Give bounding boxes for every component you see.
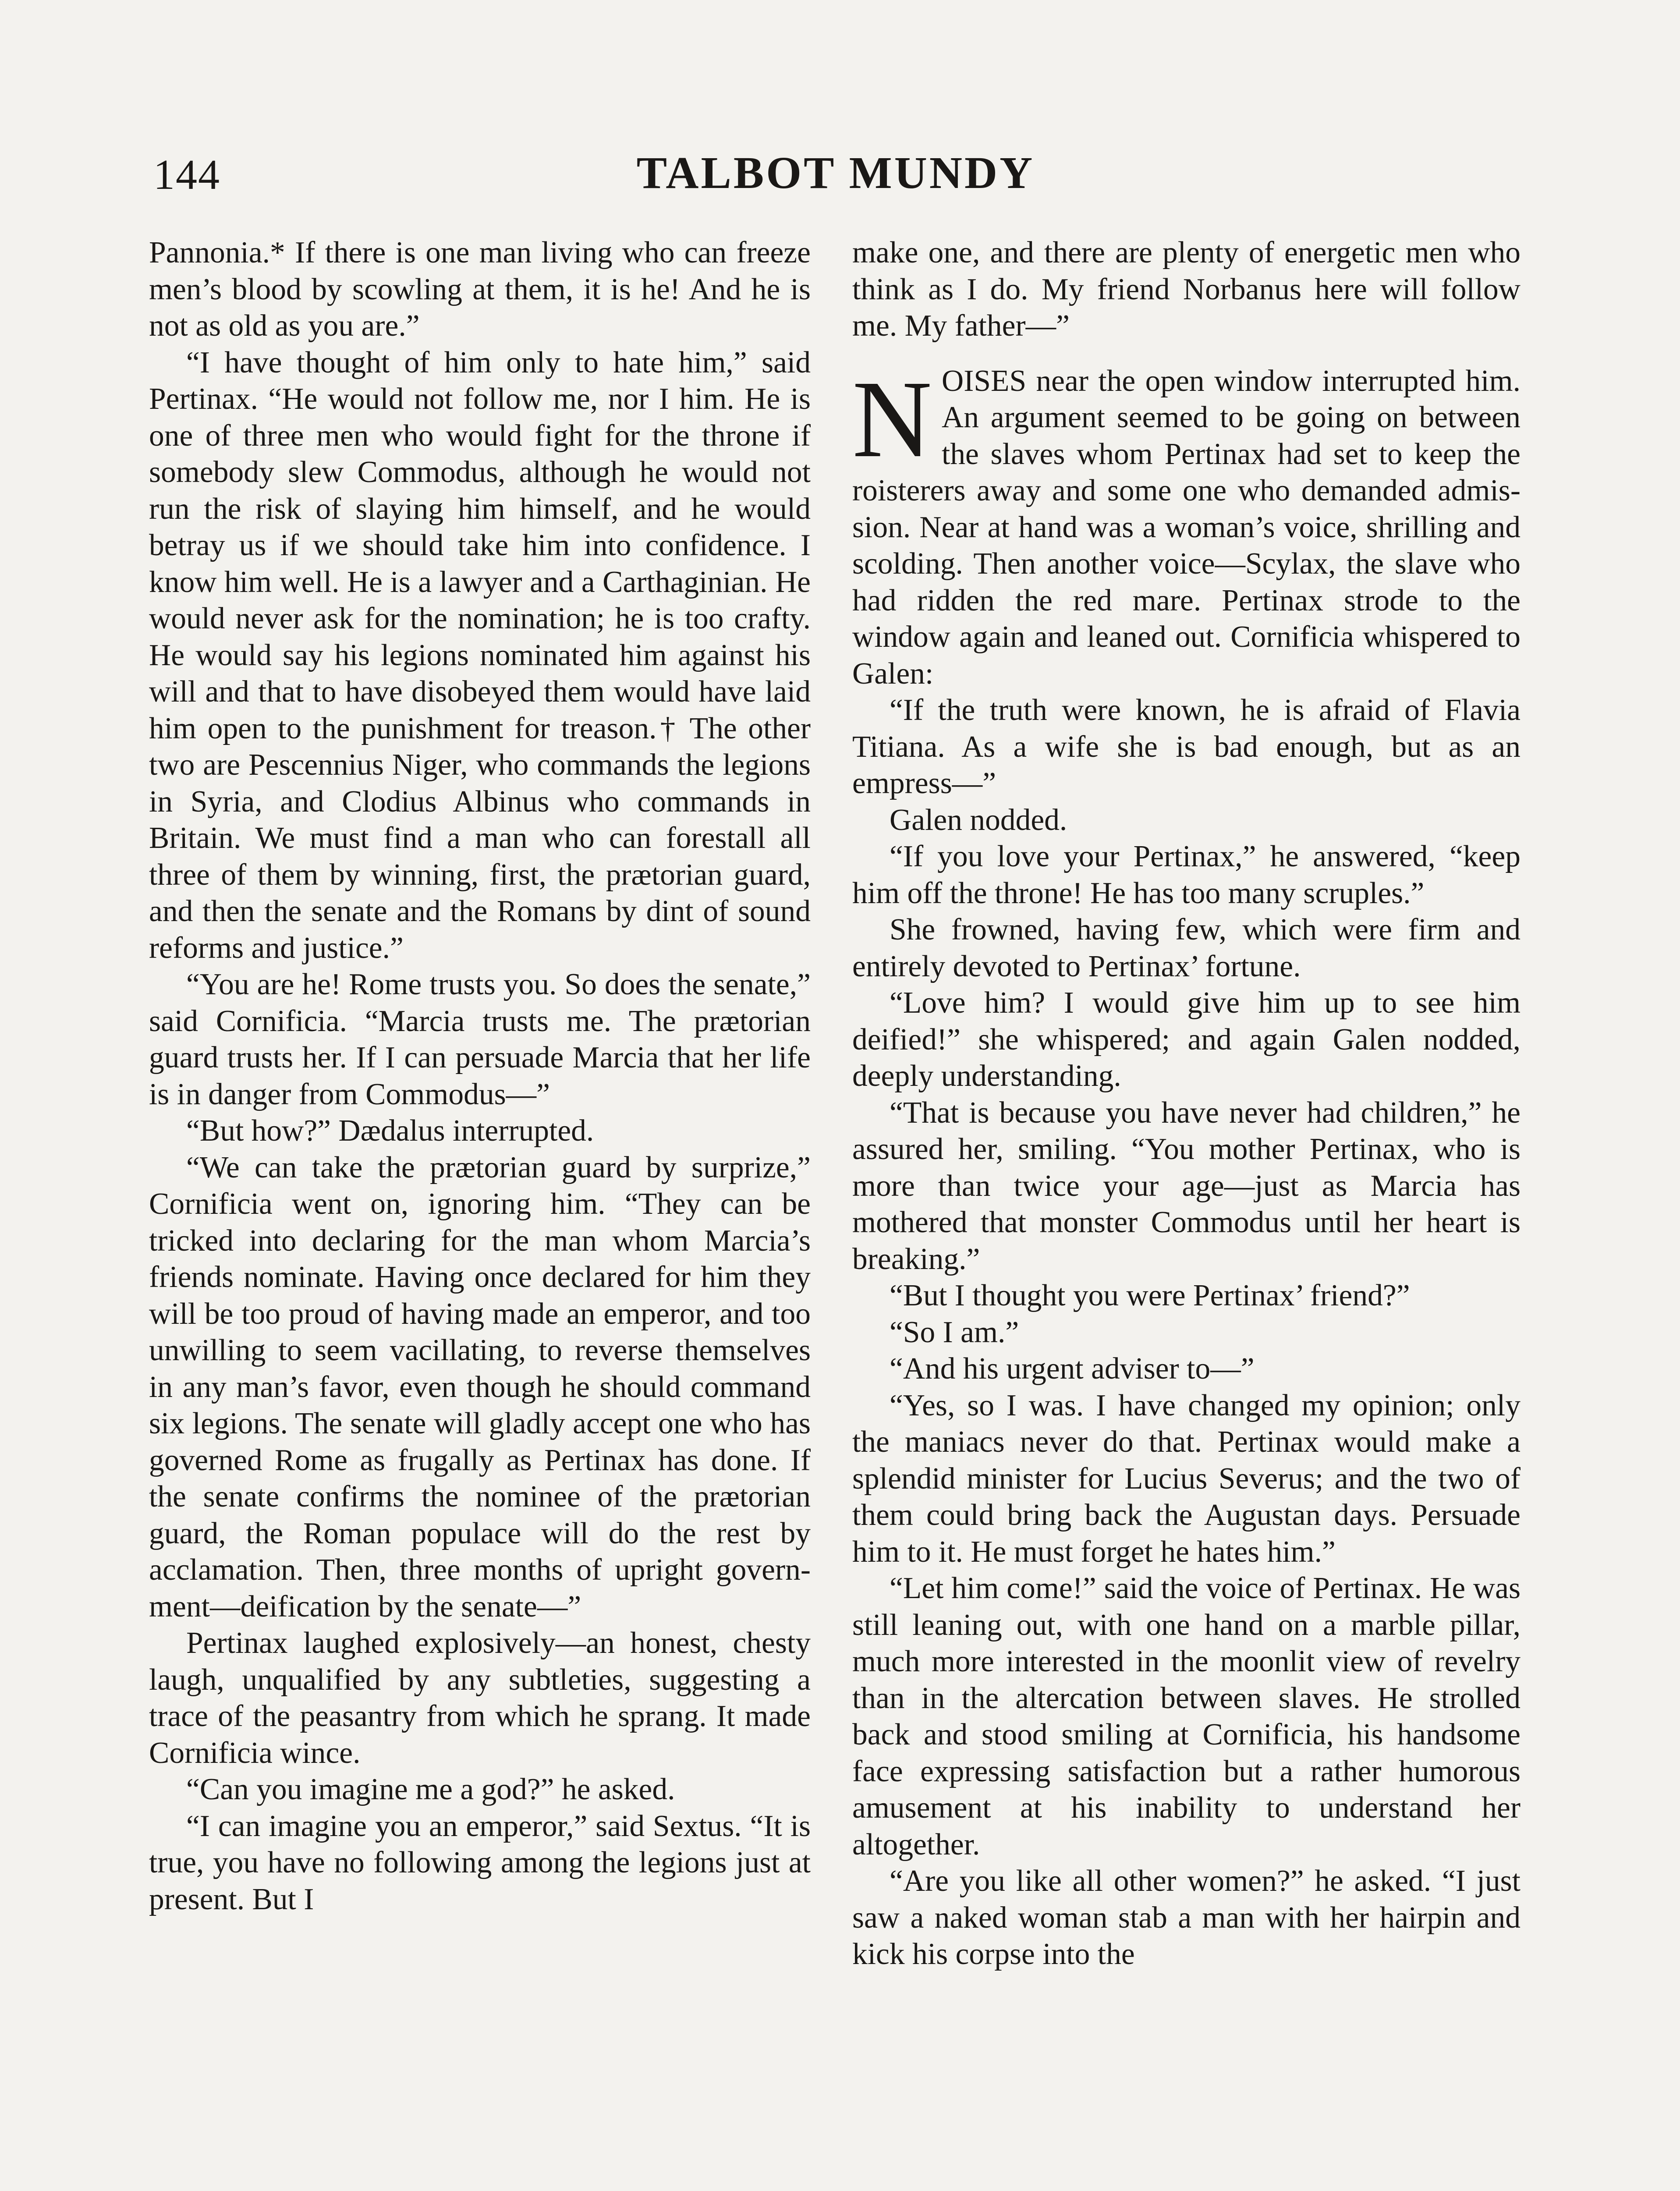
paragraph: “Let him come!” said the voice of Pertinax. He was still leaning out, with one hand on a marble pillar, much more interested in the moonlit view of revelry than in the altercation between slaves. He strolled back and stood smiling at Cornificia, his handsome face expressing satisfaction but a rather humorous amusement at his inability to understand her altogether.	[852, 1571, 1521, 1861]
paragraph: She frowned, having few, which were firm and entirely devoted to Pertinax’ fortune.	[852, 913, 1521, 983]
paragraph: “But how?” Dædalus interrupted.	[186, 1114, 594, 1148]
paragraph: “If you love your Pertinax,” he answered, “keep him off the throne! He has too many scruples.”	[852, 840, 1521, 910]
paragraph: Galen nodded.	[890, 803, 1067, 837]
page-header	[149, 147, 1522, 204]
paragraph: “But I thought you were Pertinax’ friend?”	[890, 1279, 1410, 1312]
paragraph: “Love him? I would give him up to see him deified!” she whispered; and again Galen nodded, deeply understanding.	[852, 986, 1521, 1093]
running-head: TALBOT MUNDY	[636, 148, 1035, 198]
paragraph: make one, and there are plenty of energetic men who think as I do. My friend Norbanus here will follow me. My father—”	[852, 236, 1521, 343]
right-column	[852, 234, 1521, 1973]
drop-cap: N	[852, 357, 932, 480]
paragraph: “Are you like all other women?” he asked. “I just saw a naked woman stab a man with her hairpin and kick his corpse into the	[852, 1864, 1521, 1971]
paragraph: “We can take the prætorian guard by surprize,” Cornificia went on, ignoring him. “They can be tricked into declaring for the man whom Marcia’s friends nominate. Having once declared for him they will be too proud of having made an emperor, and too unwilling to seem vacillating, to reverse themselves in any man’s favor, even though he should command six legions. The senate will gladly accept one who has governed Rome as frugally as Pertinax has done. If the senate confirms the nominee of the prætorian guard, the Roman populace will do the rest by acclamation. Then, three months of upright government—deification by the senate—”	[149, 1150, 811, 1624]
paragraph: “You are he! Rome trusts you. So does the senate,” said Cornificia. “Marcia trusts me. The prætorian guard trusts her. If I can persuade Marcia that her life is in danger from Commodus—”	[149, 968, 811, 1111]
paragraph: “If the truth were known, he is afraid of Flavia Titiana. As a wife she is bad enough, but as an empress—”	[852, 693, 1521, 800]
paragraph: “Yes, so I was. I have changed my opinion; only the maniacs never do that. Pertinax would make a splendid minister for Lucius Severus; and the two of them could bring back the Augustan days. Persuade him to it. He must forget he hates him.”	[852, 1388, 1521, 1569]
dropcap-paragraph	[852, 357, 1521, 692]
paragraph: “I can imagine you an emperor,” said Sextus. “It is true, you have no following among the legions just at present. But I	[149, 1809, 811, 1916]
left-column	[149, 234, 811, 1918]
paragraph: Pannonia.* If there is one man living who can freeze men’s blood by scowling at them, it is he! And he is not as old as you are.”	[149, 236, 811, 343]
paragraph: “That is because you have never had children,” he assured her, smiling. “You mother Pertinax, who is more than twice your age—just as Marcia has mothered that monster Commodus until her heart is breaking.”	[852, 1096, 1521, 1276]
page-number: 144	[153, 151, 220, 199]
paragraph: “Can you imagine me a god?” he asked.	[186, 1773, 675, 1806]
paragraph: “I have thought of him only to hate him,” said Pertinax. “He would not follow me, nor I him. He is one of three men who would fight for the throne if somebody slew Commodus, although he would not run the risk of slaying him himself, and he would betray us if we should take him into confidence. I know him well. He is a lawyer and a Carthaginian. He would never ask for the nomination; he is too crafty. He would say his legions nominated him against his will and that to have disobeyed them would have laid him open to the punishment for treason.† The other two are Pescennius Niger, who commands the legions in Syria, and Clodius Albinus who commands in Britain. We must find a man who can forestall all three of them by winning, first, the prætorian guard, and then the senate and the Romans by dint of sound reforms and justice.”	[149, 345, 811, 965]
paragraph: “So I am.”	[890, 1315, 1019, 1349]
paragraph: Pertinax laughed explosively—an honest, chesty laugh, unqualified by any subtleties, suggesting a trace of the peasantry from which he sprang. It made Cornificia wince.	[149, 1626, 811, 1770]
paragraph: “And his urgent adviser to—”	[890, 1352, 1255, 1386]
paragraph-text: OISES near the open window interrupted him. An argument seemed to be going on between the slaves whom Pertinax had set to keep the roisterers away and some one who demanded admission. Near at hand was a woman’s voice, shrilling and scolding. Then another voice—Scylax, the slave who had ridden the red mare. Pertinax strode to the window again and leaned out. Cornificia whispered to Galen:	[852, 364, 1521, 691]
